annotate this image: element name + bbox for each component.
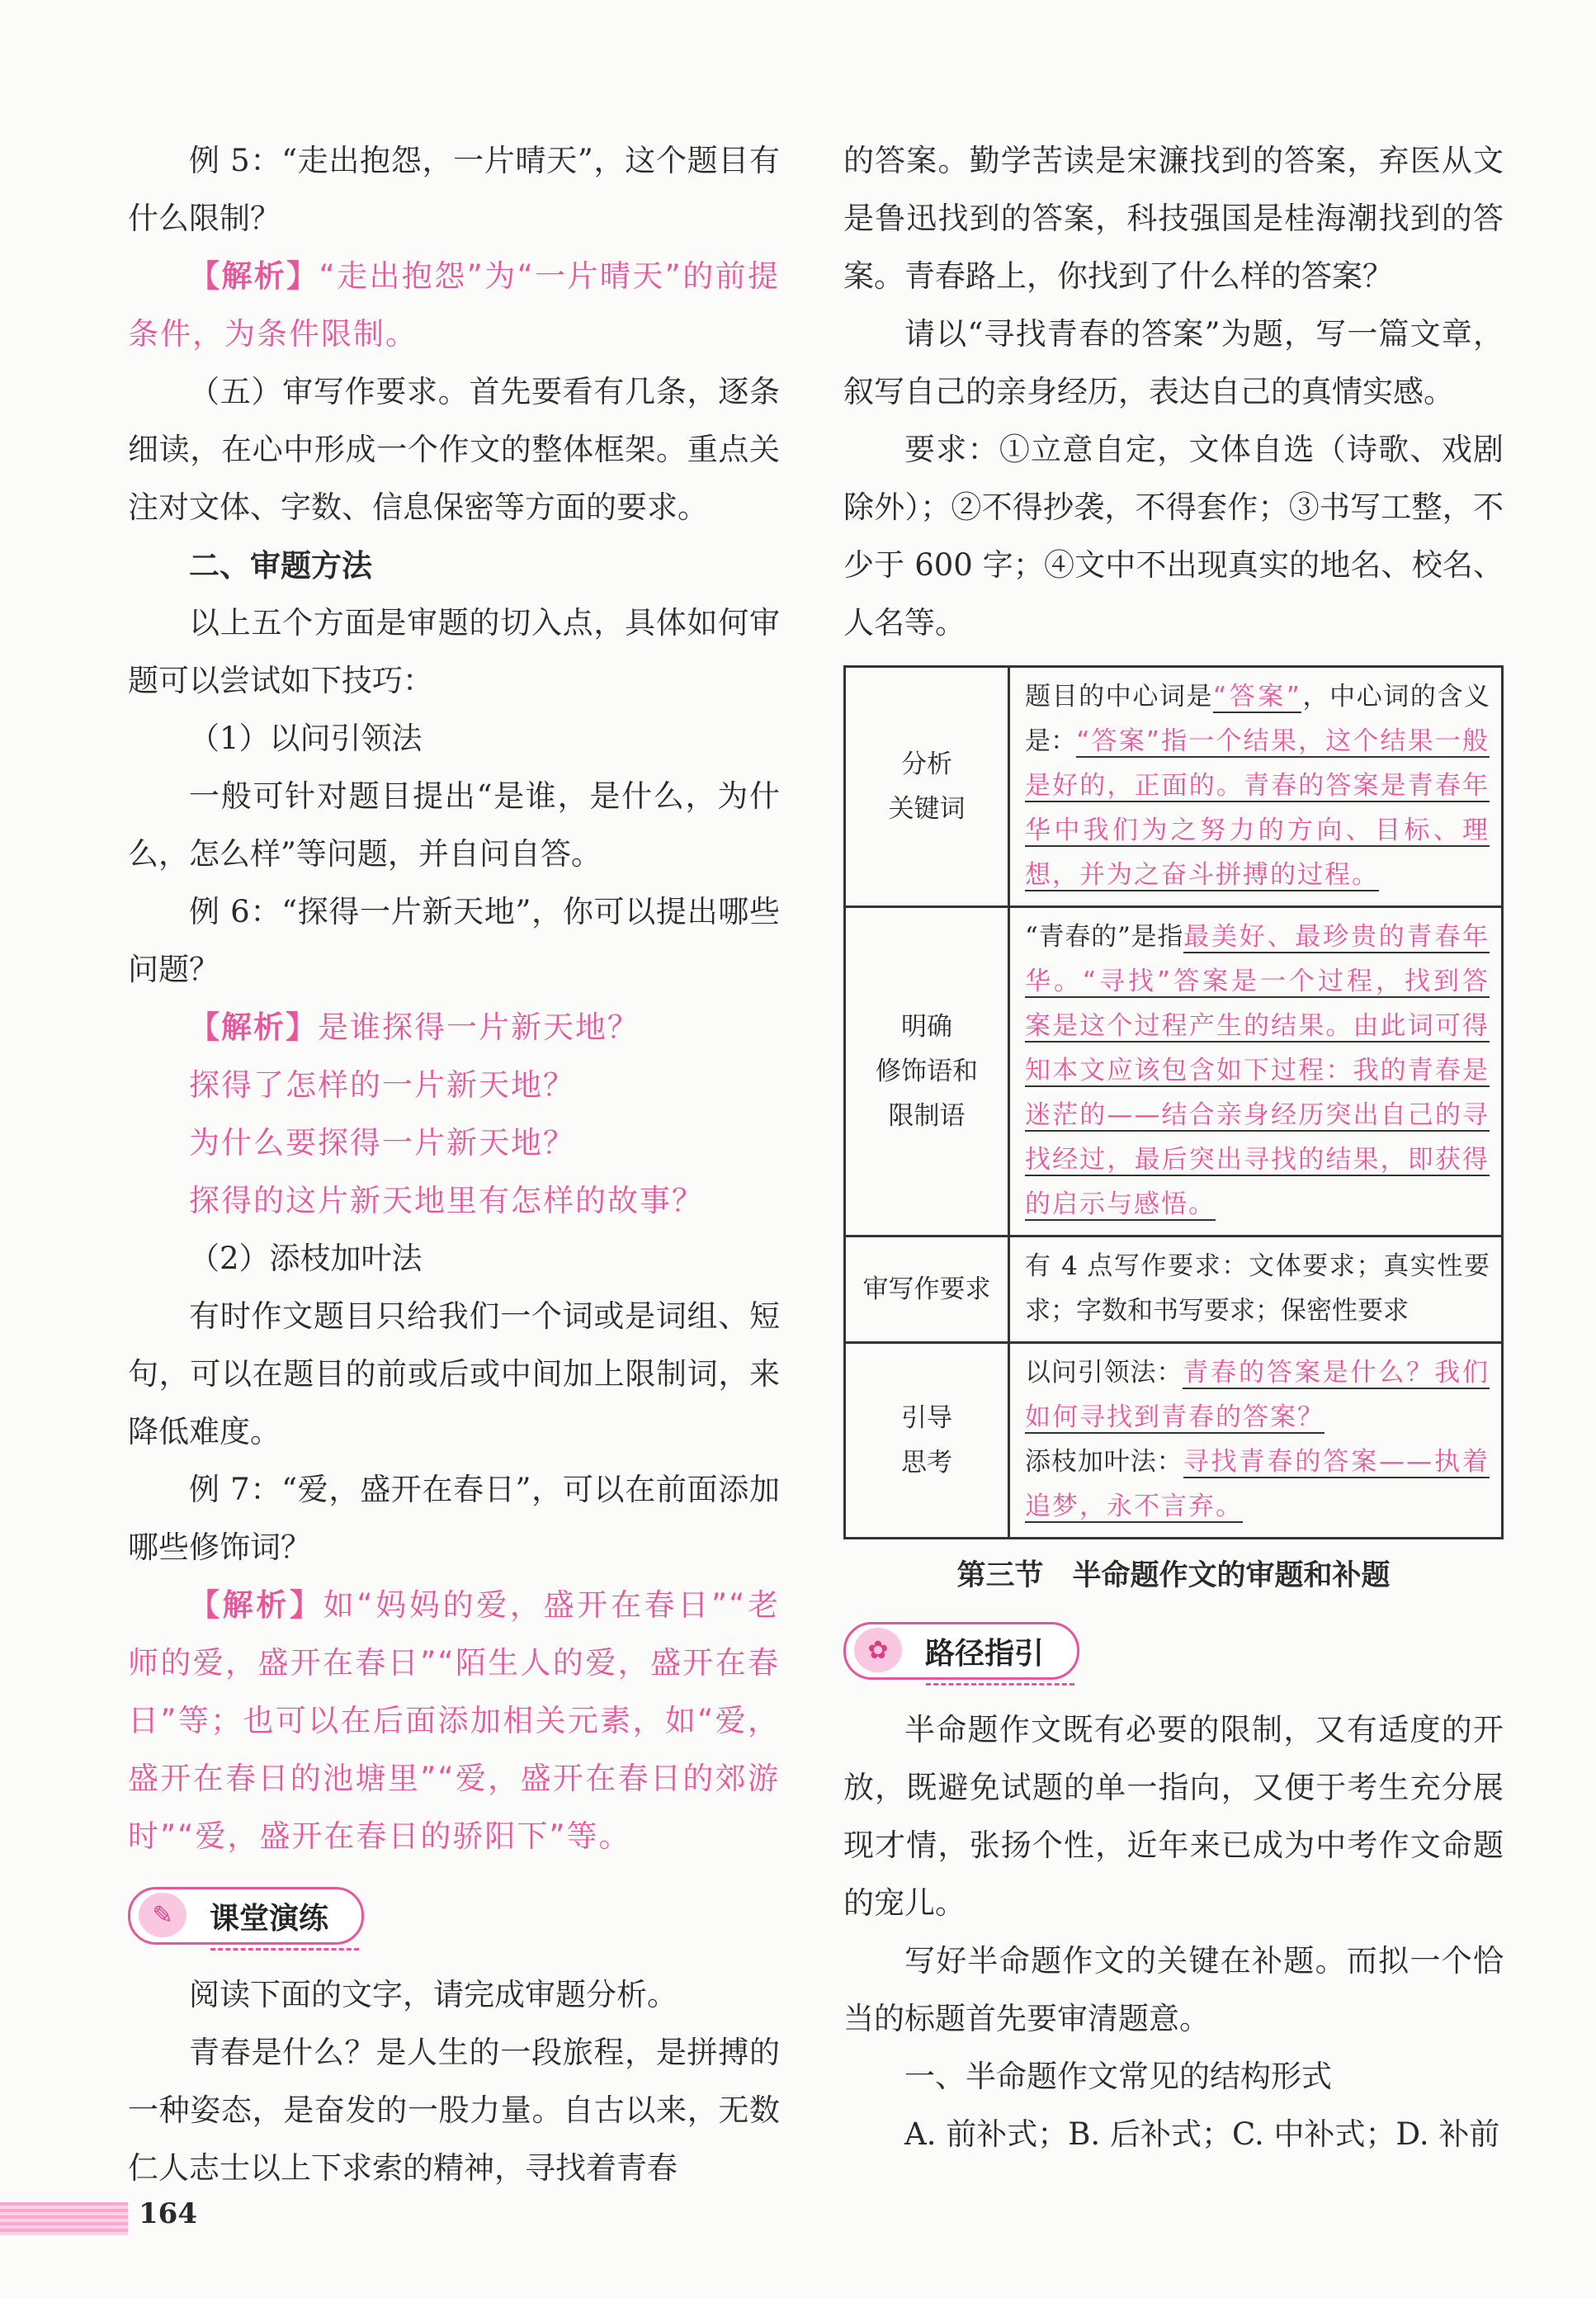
content-text: “青春的”是指 bbox=[1025, 922, 1184, 952]
badge-dash-line bbox=[926, 1683, 1074, 1686]
badge-pill bbox=[128, 1887, 364, 1945]
row-content-modifiers bbox=[1009, 907, 1503, 1236]
content-text: ，中心词的含义是： bbox=[1025, 682, 1490, 756]
example-7-answer bbox=[128, 1577, 780, 1865]
heading-structures: 一、半命题作文常见的结构形式 bbox=[904, 2059, 1332, 2094]
method-intro: 以上五个方面是审题的切入点，具体如何审题可以尝试如下技巧： bbox=[128, 605, 780, 698]
example-6-answer-4: 探得的这片新天地里有怎样的故事？ bbox=[189, 1183, 704, 1218]
analysis-tag: 【解析】 bbox=[189, 1010, 318, 1045]
table-row bbox=[845, 667, 1503, 907]
reading-passage: 青春是什么？是人生的一段旅程，是拼搏的一种姿态，是奋发的一股力量。自古以来，无数仁人志士以上下求索的精神，寻找着青春 bbox=[128, 2035, 780, 2186]
example-6-question: 例 6：“探得一片新天地”，你可以提出哪些问题？ bbox=[128, 894, 780, 987]
row-label-requirements: 审写作要求 bbox=[845, 1236, 1009, 1343]
row-label-guide: 引导 思考 bbox=[845, 1343, 1009, 1539]
badge-dash-line bbox=[210, 1948, 359, 1950]
example-5-answer bbox=[128, 248, 780, 363]
badge-label: 课堂演练 bbox=[210, 1901, 329, 1936]
paragraph-2: 写好半命题作文的关键在补题。而拟一个恰当的标题首先要审清题意。 bbox=[843, 1943, 1504, 2036]
answer-text: 是谁探得一片新天地？ bbox=[318, 1010, 640, 1045]
example-7-question: 例 7：“爱，盛开在春日”，可以在前面添加哪些修饰词？ bbox=[128, 1472, 780, 1565]
method-1-desc: 一般可针对题目提出“是谁，是什么，为什么，怎么样”等问题，并自问自答。 bbox=[128, 778, 780, 872]
paragraph-1: 半命题作文既有必要的限制，又有适度的开放，既避免试题的单一指向，又便于考生充分展现才情，张扬个性，近年来已成为中考作文命题的宠儿。 bbox=[843, 1712, 1504, 1921]
content-text: 以问引领法： bbox=[1025, 1358, 1183, 1388]
method-2-desc: 有时作文题目只给我们一个词或是词组、短句，可以在题目的前或后或中间加上限制词，来降低难度。 bbox=[128, 1298, 780, 1449]
example-5-question: 例 5：“走出抱怨，一片晴天”，这个题目有什么限制？ bbox=[128, 143, 780, 236]
content-text: 题目的中心词是 bbox=[1025, 682, 1214, 712]
reading-instruction: 阅读下面的文字，请完成审题分析。 bbox=[189, 1977, 678, 2012]
left-column bbox=[128, 132, 780, 2197]
answer-text: “答案”指一个结果，这个结果一般是好的，正面的。青春的答案是青春年华中我们为之努力的方向、目标、理想，并为之奋斗拼搏的过程。 bbox=[1025, 726, 1490, 890]
row-content-keyword bbox=[1009, 667, 1503, 907]
content-text: 添枝加叶法： bbox=[1025, 1447, 1183, 1477]
page-strip-decoration bbox=[0, 2202, 128, 2235]
row-label-modifiers: 明确 修饰语和 限制语 bbox=[845, 907, 1009, 1236]
answer-text: 如“妈妈的爱，盛开在春日”“老师的爱，盛开在春日”“陌生人的爱，盛开在春日”等；也可以在后面添加相关元素，如“爱，盛开在春日的池塘里”“爱，盛开在春日的郊游时”“爱，盛开在春日的骄阳下”等。 bbox=[128, 1587, 780, 1854]
badge-classroom-practice bbox=[128, 1887, 780, 1955]
analysis-tag: 【解析】 bbox=[189, 258, 319, 294]
row-content-requirements: 有 4 点写作要求：文体要求；真实性要求；字数和书写要求；保密性要求 bbox=[1009, 1236, 1503, 1343]
example-6-answer-2: 探得了怎样的一片新天地？ bbox=[189, 1067, 575, 1103]
answer-text: 最美好、最珍贵的青春年华。“寻找”答案是一个过程，找到答案是这个过程产生的结果。由此词可得知本文应该包含如下过程：我的青春是迷茫的——结合亲身经历突出自己的寻找经过，最后突出寻找的结果，即获得的启示与感悟。 bbox=[1025, 922, 1490, 1219]
heading-method: 二、审题方法 bbox=[189, 547, 372, 584]
table-row bbox=[845, 1343, 1503, 1539]
method-2-title: （2）添枝加叶法 bbox=[189, 1241, 423, 1276]
row-content-guide bbox=[1009, 1343, 1503, 1539]
section-5-text: （五）审写作要求。首先要看有几条，逐条细读，在心中形成一个作文的整体框架。重点关注对文体、字数、信息保密等方面的要求。 bbox=[128, 374, 780, 525]
answer-text: 青春的答案是什么？我们如何寻找到青春的答案？ bbox=[1025, 1358, 1490, 1432]
reading-passage-continued: 的答案。勤学苦读是宋濂找到的答案，弃医从文是鲁迅找到的答案，科技强国是桂海潮找到的答案。青春路上，你找到了什么样的答案？ bbox=[843, 143, 1504, 294]
example-6-answer-1 bbox=[128, 999, 780, 1057]
badge-label: 路径指引 bbox=[925, 1636, 1045, 1671]
page-number: 164 bbox=[139, 2197, 197, 2230]
section-title: 第三节 半命题作文的审题和补题 bbox=[956, 1559, 1391, 1592]
table-row bbox=[845, 1236, 1503, 1343]
method-1-title: （1）以问引领法 bbox=[189, 721, 423, 756]
badge-path-guide bbox=[843, 1622, 1504, 1690]
writing-prompt: 请以“寻找青春的答案”为题，写一篇文章，叙写自己的亲身经历，表达自己的真情实感。 bbox=[843, 316, 1504, 409]
pencil-hand-icon: ✎ bbox=[139, 1893, 187, 1937]
compass-hand-icon: ✿ bbox=[854, 1628, 902, 1672]
right-column bbox=[843, 132, 1504, 2163]
writing-requirements: 要求：①立意自定，文体自选（诗歌、戏剧除外）；②不得抄袭，不得套作；③书写工整，不少于 600 字；④文中不出现真实的地名、校名、人名等。 bbox=[843, 432, 1504, 641]
analysis-table bbox=[843, 665, 1504, 1539]
answer-text: 寻找青春的答案——执着追梦，永不言弃。 bbox=[1025, 1447, 1490, 1521]
example-6-answer-3: 为什么要探得一片新天地？ bbox=[189, 1125, 575, 1161]
answer-text: “答案” bbox=[1213, 682, 1301, 712]
table-row bbox=[845, 907, 1503, 1236]
answer-text: “走出抱怨”为“一片晴天”的前提条件，为条件限制。 bbox=[128, 258, 780, 352]
row-label-keyword: 分析 关键词 bbox=[845, 667, 1009, 907]
analysis-tag: 【解析】 bbox=[189, 1587, 323, 1623]
structure-forms: A. 前补式；B. 后补式；C. 中补式；D. 补前 bbox=[904, 2116, 1500, 2152]
badge-pill bbox=[843, 1622, 1079, 1680]
